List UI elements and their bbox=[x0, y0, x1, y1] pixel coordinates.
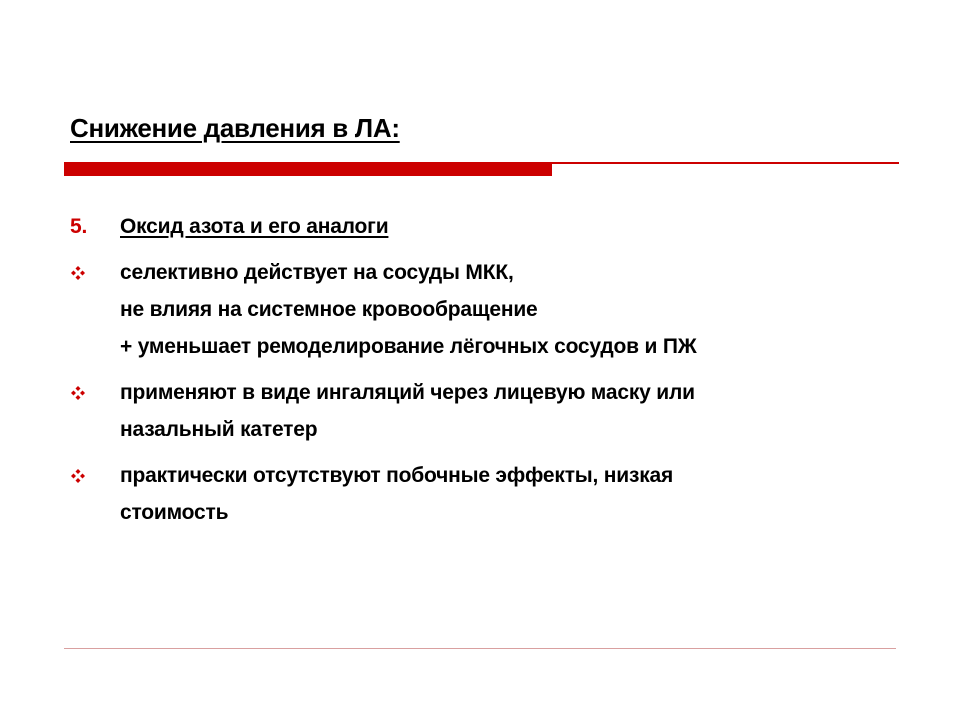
title-accent-bar bbox=[64, 164, 552, 176]
bullet-line: применяют в виде ингаляций через лицевую маску или bbox=[120, 381, 695, 404]
item-number: 5. bbox=[70, 215, 88, 238]
bullet-line: + уменьшает ремоделирование лёгочных сосудов и ПЖ bbox=[120, 335, 697, 358]
diamond-bullet-icon bbox=[70, 385, 86, 401]
bullet-line: назальный катетер bbox=[120, 418, 318, 441]
bullet-item bbox=[70, 457, 900, 531]
bullet-line: не влияя на системное кровообращение bbox=[120, 298, 538, 321]
bullet-item bbox=[70, 374, 900, 448]
bullet-item bbox=[70, 254, 900, 365]
bullet-line: стоимость bbox=[120, 501, 229, 524]
diamond-bullet-icon bbox=[70, 265, 86, 281]
numbered-item-text: Оксид азота и его аналоги bbox=[120, 215, 389, 238]
slide-content bbox=[70, 208, 900, 531]
slide-title: Снижение давления в ЛА: bbox=[70, 113, 400, 143]
footer-divider bbox=[64, 648, 896, 649]
diamond-bullet-icon bbox=[70, 468, 86, 484]
numbered-item bbox=[70, 208, 900, 245]
bullet-line: практически отсутствуют побочные эффекты, низкая bbox=[120, 464, 674, 487]
bullet-line: селективно действует на сосуды МКК, bbox=[120, 261, 514, 284]
